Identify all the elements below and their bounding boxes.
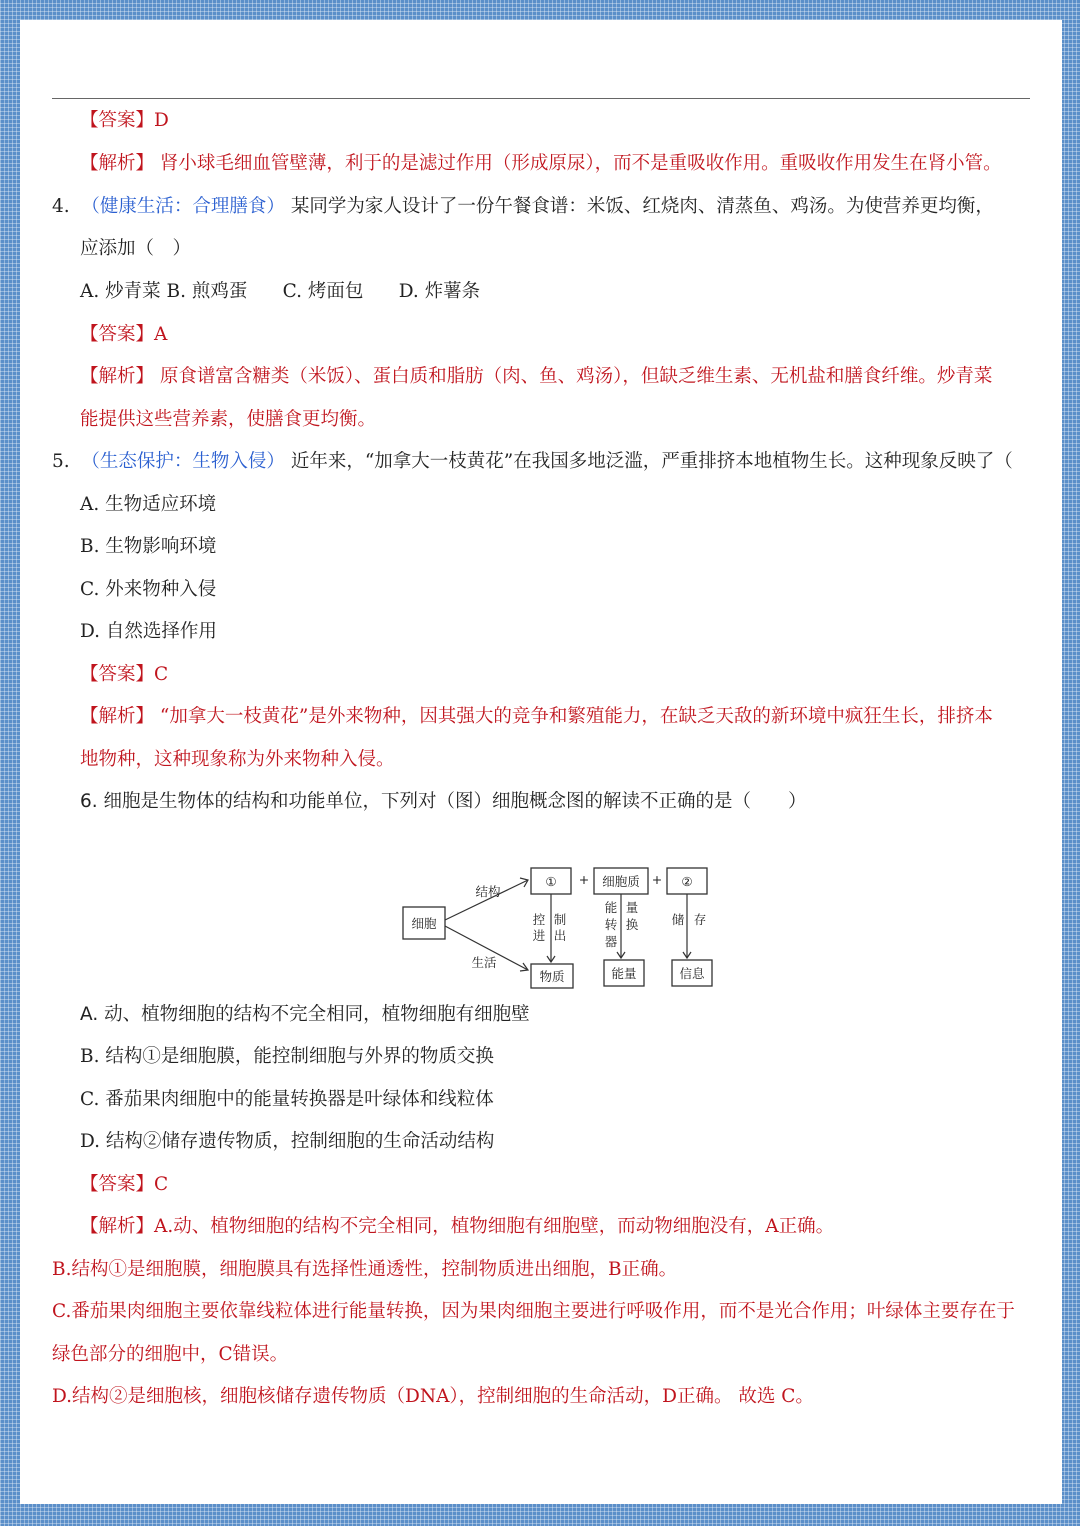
q5-option-c: C. 外来物种入侵	[80, 579, 217, 600]
q6-answer: 【答案】C	[80, 1174, 169, 1195]
q5-analysis-line2: 地物种，这种现象称为外来物种入侵。	[80, 749, 395, 770]
header-rule	[52, 98, 1030, 99]
q3-analysis: 【解析】 肾小球毛细血管壁薄，利于的是滤过作用（形成原尿），而不是重吸收作用。重吸收作用发生在肾小管。	[80, 153, 1002, 174]
diagram-energy-label: 能量	[611, 966, 637, 981]
q6-analysis-line1: 【解析】A.动、植物细胞的结构不完全相同，植物细胞有细胞壁，而动物细胞没有，A正确。	[80, 1216, 835, 1237]
q6-option-c: C. 番茄果肉细胞中的能量转换器是叶绿体和线粒体	[80, 1089, 494, 1110]
q6-option-a: A. 动、植物细胞的结构不完全相同，植物细胞有细胞壁	[80, 1004, 530, 1025]
q6-option-d: D. 结构②储存遗传物质，控制细胞的生命活动结构	[80, 1131, 495, 1152]
q5-option-a: A. 生物适应环境	[80, 494, 217, 515]
diagram-energy-conv-3: 转	[604, 917, 618, 932]
q5-option-d: D. 自然选择作用	[80, 621, 217, 642]
diagram-control-3: 进	[532, 928, 546, 943]
document-page	[20, 20, 1062, 1504]
diagram-life-label: 生活	[471, 955, 497, 970]
q4-stem-line2: 应添加（ ）	[80, 238, 192, 259]
q4-analysis-line2: 能提供这些营养素，使膳食更均衡。	[80, 409, 377, 430]
q5-answer: 【答案】C	[80, 664, 169, 685]
diagram-energy-conv-4: 换	[625, 917, 639, 932]
q6-option-b: B. 结构①是细胞膜，能控制细胞与外界的物质交换	[80, 1046, 494, 1067]
diagram-energy-conv-2: 量	[625, 900, 639, 915]
diagram-control-2: 制	[553, 912, 567, 927]
diagram-plus-1: +	[578, 872, 590, 887]
diagram-control-4: 出	[553, 928, 567, 943]
diagram-energy-conv-1: 能	[604, 900, 618, 915]
q4-analysis-line1: 【解析】 原食谱富含糖类（米饭）、蛋白质和脂肪（肉、鱼、鸡汤），但缺乏维生素、无机盐和膳食纤维。炒青菜	[80, 366, 993, 387]
diagram-info-label: 信息	[679, 966, 705, 981]
q6-analysis-line5: D.结构②是细胞核，细胞核储存遗传物质（DNA），控制细胞的生命活动，D正确。 故选 C。	[52, 1386, 814, 1407]
diagram-matter-label: 物质	[539, 969, 565, 984]
q6-stem: 6. 细胞是生物体的结构和功能单位，下列对（图）细胞概念图的解读不正确的是（ ）	[80, 791, 807, 812]
diagram-store-2: 存	[693, 912, 707, 927]
q5-stem: 5. （生态保护：生物入侵） 近年来，“加拿大一枝黄花”在我国多地泛滥，严重排挤本地植物生长。这种现象反映了（	[52, 451, 1013, 472]
cell-concept-diagram	[400, 840, 707, 984]
q6-analysis-line2: B.结构①是细胞膜，细胞膜具有选择性通透性，控制物质进出细胞，B正确。	[52, 1259, 678, 1280]
q3-answer: 【答案】D	[80, 110, 169, 131]
q4-stem: 4. （健康生活：合理膳食） 某同学为家人设计了一份午餐食谱：米饭、红烧肉、清蒸鱼、鸡汤。为使营养更均衡，	[52, 196, 994, 217]
q5-tag: （生态保护：生物入侵）	[81, 451, 285, 472]
diagram-cytoplasm-label: 细胞质	[602, 874, 640, 889]
q4-tag: （健康生活：合理膳食）	[81, 196, 285, 217]
diagram-cell-label: 细胞	[411, 916, 437, 931]
q4-options: A. 炒青菜 B. 煎鸡蛋 C. 烤面包 D. 炸薯条	[80, 281, 481, 302]
q4-answer: 【答案】A	[80, 324, 168, 345]
q5-option-b: B. 生物影响环境	[80, 536, 217, 557]
diagram-plus-2: +	[651, 872, 663, 887]
q5-analysis-line1: 【解析】 “加拿大一枝黄花”是外来物种，因其强大的竞争和繁殖能力，在缺乏天敌的新环境中疯狂生长，排挤本	[80, 706, 993, 727]
diagram-box-2-label: ②	[681, 874, 693, 889]
diagram-structure-label: 结构	[475, 884, 501, 899]
q6-analysis-line3: C.番茄果肉细胞主要依靠线粒体进行能量转换，因为果肉细胞主要进行呼吸作用，而不是光合作用；叶绿体主要存在于	[52, 1301, 1015, 1322]
diagram-energy-conv-5: 器	[604, 934, 618, 949]
q6-analysis-line4: 绿色部分的细胞中，C错误。	[52, 1344, 289, 1365]
diagram-store-1: 储	[671, 912, 685, 927]
diagram-control-1: 控	[532, 912, 546, 927]
diagram-box-1-label: ①	[545, 874, 557, 889]
